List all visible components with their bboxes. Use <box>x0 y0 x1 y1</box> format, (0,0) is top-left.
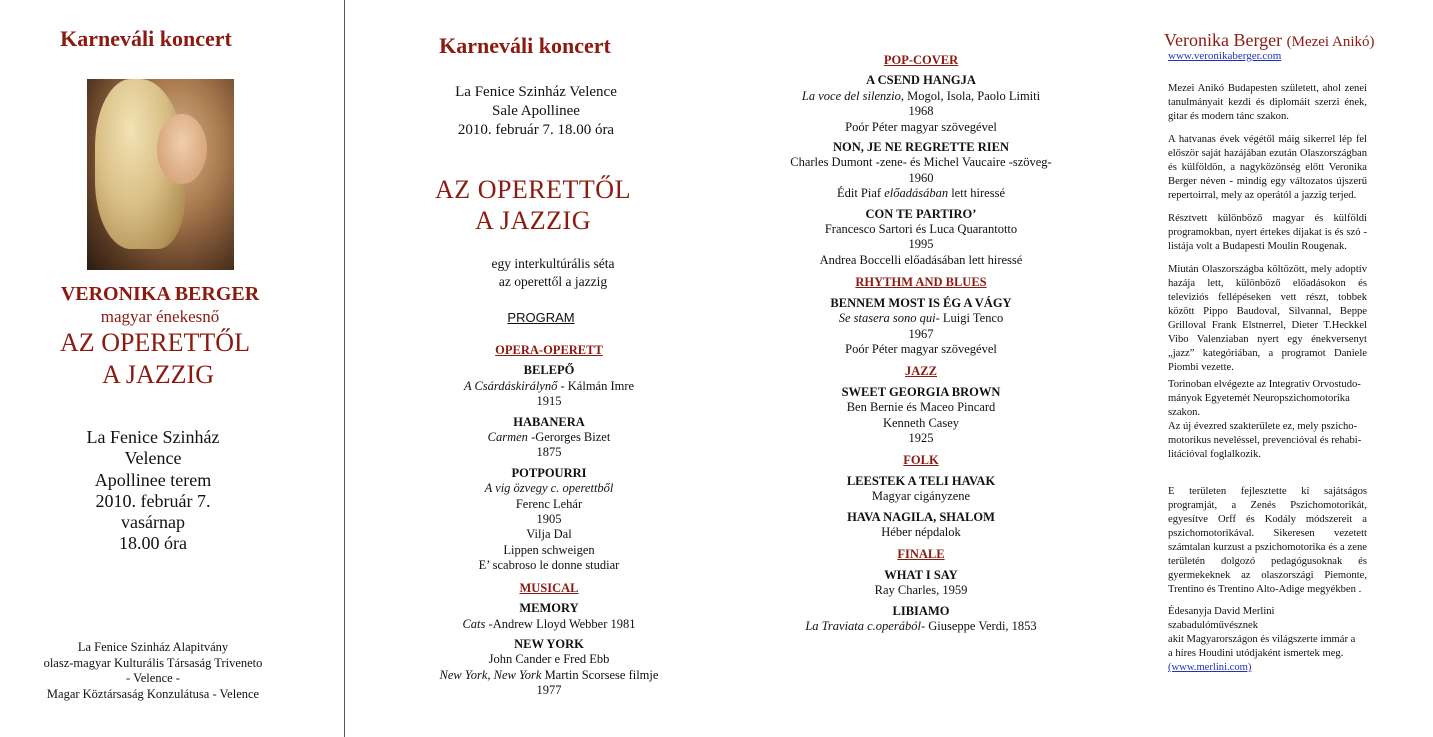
venue-line: vasárnap <box>121 512 185 533</box>
song-credit: 1967 <box>908 326 934 341</box>
bio-paragraph: E területen fejlesztette ki sajátságos programját, a Zenés Pszichomotorikát, egyesítve Orff és Kodály módszereit a pszichomotorikával. Sikeresen vezetett számtalan kurzust a pszichomotorika és a zene területén dolgozó pedagógusoknak és gyermekeknek az olaszországi Piemonte, Trentino és Trentino Alto-Adige megyékben . <box>1168 486 1367 595</box>
venue-line: La Fenice Szinház <box>86 427 220 447</box>
song-title: A CSEND HANGJA <box>866 73 976 88</box>
program-section-heading: OPERA-OPERETT <box>495 343 603 357</box>
program-list-left <box>400 336 698 699</box>
song-title: BELEPŐ <box>523 363 575 378</box>
song-title: LEESTEK A TELI HAVAK <box>846 473 996 488</box>
bio-heading <box>1164 30 1375 51</box>
song-title: NON, JE NE REGRETTE RIEN <box>832 140 1010 155</box>
song-credit: Lippen schweigen <box>503 542 595 557</box>
cover-headline-1: AZ OPERETTŐL <box>60 328 250 357</box>
song-credit: Francesco Sartori és Luca Quarantotto <box>824 222 1018 237</box>
song-credit: Ferenc Lehár <box>515 496 583 511</box>
photo-face-shape <box>157 114 207 184</box>
song-credit: John Cander e Fred Ebb <box>488 652 610 667</box>
bio-line: akit Magyarországon és világszerte immár a <box>1168 634 1356 645</box>
singer-subtitle: magyar énekesnő <box>100 307 220 326</box>
song-credit: Cats -Andrew Lloyd Webber 1981 <box>462 616 636 631</box>
song-credit: Poór Péter magyar szövegével <box>845 119 997 134</box>
song-title: MEMORY <box>519 601 579 616</box>
cover-venue <box>0 427 306 555</box>
footer-line: - Velence - <box>126 671 180 685</box>
song-title: HABANERA <box>513 414 585 429</box>
song-credit: Ray Charles, 1959 <box>874 583 968 598</box>
cover-title: Karneváli koncert <box>60 26 232 51</box>
bio-line: litációval foglalkozik. <box>1168 449 1261 460</box>
song-credit: 1995 <box>908 237 934 252</box>
song-credit: Carmen -Gerorges Bizet <box>487 430 611 445</box>
cover-panel <box>0 0 344 737</box>
bio-method <box>1168 485 1367 606</box>
song-title: POTPOURRI <box>511 465 587 480</box>
song-credit: Édit Piaf előadásában lett hiressé <box>836 186 1006 201</box>
cover-footer <box>0 640 306 702</box>
footer-line: olasz-magyar Kulturális Társaság Triveneto <box>43 655 263 670</box>
program-section-heading: FINALE <box>897 547 945 562</box>
song-title: BENNEM MOST IS ÉG A VÁGY <box>830 295 1012 310</box>
venue-line: Apollinee terem <box>94 469 212 490</box>
program-section-heading: FOLK <box>903 453 939 468</box>
song-title: WHAT I SAY <box>884 567 958 582</box>
bio-paragraph: Résztvett különböző magyar és külföldi programokban, nyert értekes díjakat is és szó - listája volt a Budapesti Moulin Rougenak. <box>1168 213 1367 252</box>
song-credit: Vilja Dal <box>526 527 572 542</box>
song-title: CON TE PARTIRO’ <box>865 206 977 221</box>
song-credit: La Traviata c.operából- Giuseppe Verdi, 1853 <box>805 619 1037 633</box>
venue-line: 2010. február 7. 18.00 óra <box>457 122 615 138</box>
bio-paragraph: A hatvanas évek végétől máig sikerrel lép fel először saját hazájában ezután Olaszországban és külföldön, a nagyközönség előtt Veronika Berger néven - mindíg egy változatos újszerű repertoirral, mely az operától a jazzig terjed. <box>1168 134 1367 201</box>
song-credit: A Csárdáskirálynő - Kálmán Imre <box>463 378 635 393</box>
bio-paragraph: Mezei Anikó Budapesten született, ahol zenei tanulmányait kezdi és diplomáit szerzi ének, gitar és modern tánc szakon. <box>1168 83 1367 122</box>
song-credit: Andrea Boccelli előadásában lett hiressé <box>819 252 1023 267</box>
song-credit: 1905 <box>536 512 562 527</box>
program-headline-1: AZ OPERETTŐL <box>435 175 631 204</box>
program-section-heading: POP-COVER <box>883 53 959 67</box>
bio-line: szakon. <box>1168 407 1201 418</box>
tagline-line: az operettől a jazzig <box>498 274 608 289</box>
song-credit: Ben Bernie és Maceo Pincard <box>846 400 996 415</box>
footer-line: Magar Köztársaság Konzulátusa - Velence <box>46 686 260 701</box>
bio-line: a híres Houdini utódjaként ismertek meg. <box>1168 648 1344 659</box>
song-credit: 1925 <box>908 430 934 445</box>
program-headline-2: A JAZZIG <box>475 206 591 235</box>
venue-line: Velence <box>124 448 182 469</box>
song-credit: Poór Péter magyar szövegével <box>845 341 997 356</box>
tagline-line: egy interkultúrális séta <box>491 256 615 271</box>
bio-line: Édesanyja David Merlini szabadulóművésznek <box>1168 606 1275 631</box>
song-credit: Kenneth Casey <box>882 415 960 430</box>
singer-photo <box>87 79 234 270</box>
footer-line: La Fenice Szinház Alapitvány <box>77 640 229 654</box>
cover-headline-2: A JAZZIG <box>102 360 214 389</box>
song-title: NEW YORK <box>514 636 584 651</box>
song-credit: Héber népdalok <box>881 524 961 539</box>
merlini-link[interactable]: (www.merlini.com) <box>1168 662 1252 673</box>
song-credit: Se stasera sono qui- Luigi Tenco <box>838 311 1004 326</box>
bio-torino <box>1168 378 1367 462</box>
song-credit: 1915 <box>536 394 562 409</box>
song-credit: Magyar cigányzene <box>871 489 971 504</box>
fold-divider <box>344 0 345 737</box>
song-credit: 1977 <box>536 683 562 698</box>
program-headline <box>400 174 666 236</box>
website-link[interactable]: www.veronikaberger.com <box>1168 50 1282 62</box>
program-section-heading: MUSICAL <box>519 580 579 595</box>
program-venue <box>400 83 672 140</box>
venue-line: 18.00 óra <box>119 533 187 554</box>
program-label: PROGRAM <box>507 310 575 325</box>
singer-name: VERONIKA BERGER <box>60 283 260 305</box>
bio-line: motorikus neveléssel, prevencióval és rehabi- <box>1168 435 1362 446</box>
bio-name: Veronika Berger <box>1164 30 1283 50</box>
program-title: Karneváli koncert <box>439 33 611 58</box>
bio-text <box>1168 82 1367 384</box>
song-title: SWEET GEORGIA BROWN <box>841 384 1001 399</box>
venue-line: Sale Apollinee <box>492 103 580 119</box>
song-credit: 1875 <box>536 445 562 460</box>
bio-alias: (Mezei Anikó) <box>1286 34 1375 50</box>
program-list-mid <box>755 46 1087 634</box>
song-credit: 1968 <box>908 104 934 119</box>
song-credit: Charles Dumont -zene- és Michel Vaucaire -szöveg- <box>790 155 1052 170</box>
song-title: LIBIAMO <box>892 603 950 618</box>
bio-line: mányok Egyetemét Neuropszichomotorika <box>1168 393 1350 404</box>
venue-line: La Fenice Szinház Velence <box>455 84 617 100</box>
program-section-heading: JAZZ <box>905 364 937 379</box>
song-title: HAVA NAGILA, SHALOM <box>847 509 995 524</box>
song-credit: La voce del silenzio, Mogol, Isola, Paolo Limiti <box>801 88 1041 103</box>
venue-line: 2010. február 7. <box>95 490 211 511</box>
bio-line: Az új évezred szakterülete ez, mely pszicho- <box>1168 421 1358 432</box>
bio-closing <box>1168 605 1367 675</box>
song-credit: New York, New York Martin Scorsese filmje <box>439 667 659 682</box>
song-credit: E’ scabroso le donne studiar <box>478 558 620 573</box>
bio-paragraph: Miután Olaszországba költözött, mely adoptív hazája lett, különböző előadásokon és televiziós fellépéseken vett részt, tobbek között Pippo Baudoval, Silvannal, Beppe Grilloval Frank Elstnerrel, Dieter T.Heckkel Vibo Valenziaban nyert egy énekversenyt „jazz” kategóriában, a programot Daniele Piombi vezette. <box>1168 264 1367 373</box>
song-credit: A vig özvegy c. operettből <box>484 481 614 496</box>
program-tagline <box>400 255 706 291</box>
program-section-heading: RHYTHM AND BLUES <box>855 275 987 290</box>
song-credit: 1960 <box>908 170 934 185</box>
bio-line: Torinoban elvégezte az Integrativ Orvostudo- <box>1168 379 1361 390</box>
